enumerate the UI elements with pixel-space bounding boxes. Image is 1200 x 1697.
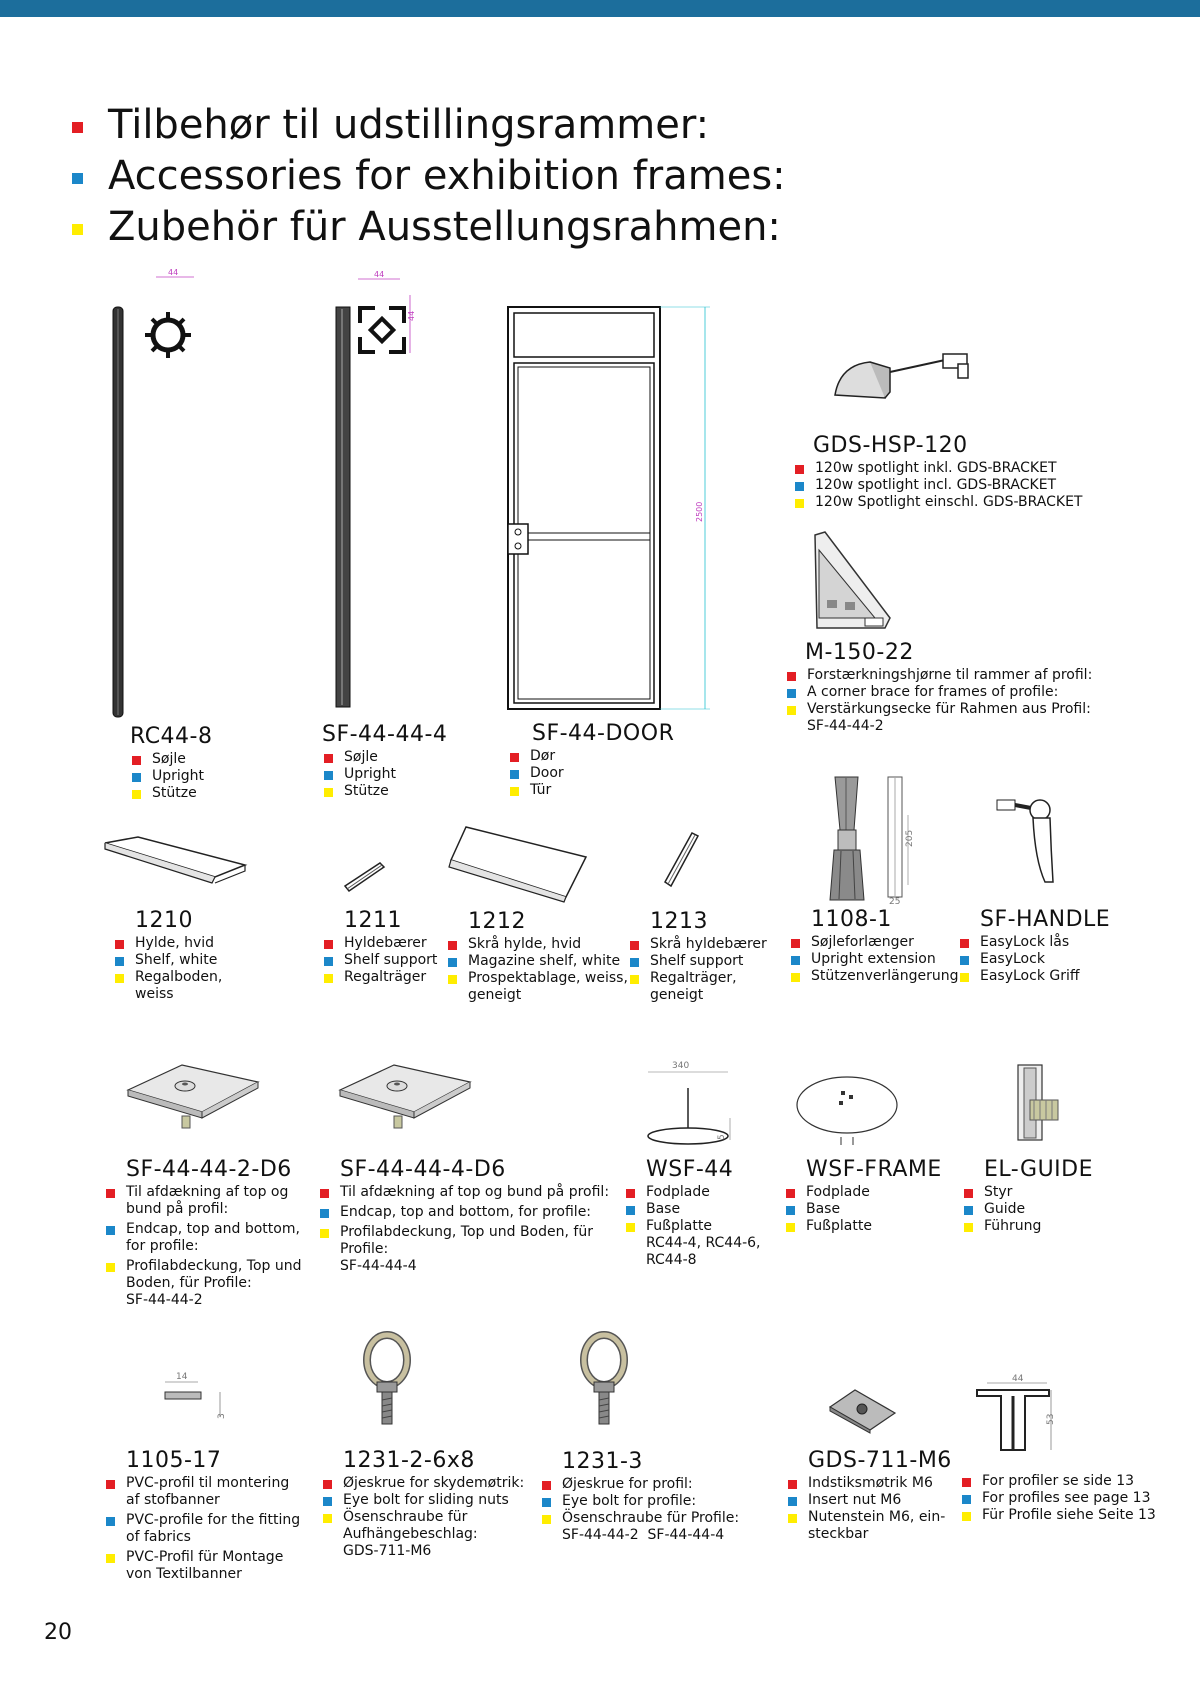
svg-text:44: 44 [1012, 1374, 1024, 1384]
heading-german: Zubehör für Ausstellungsrahmen: [72, 202, 786, 253]
yellow-square-icon [132, 790, 141, 799]
yellow-square-icon [791, 973, 800, 982]
red-square-icon [323, 1480, 332, 1489]
blue-square-icon [786, 1206, 795, 1215]
item-sf-handle: SF-HANDLE EasyLock lås EasyLock EasyLock Griff [958, 907, 1110, 985]
red-square-icon [788, 1480, 797, 1489]
svg-text:53: 53 [1046, 1413, 1056, 1425]
m-150-22-corner-brace-image [805, 530, 895, 635]
blue-square-icon [324, 957, 333, 966]
product-code: SF-44-DOOR [532, 721, 675, 746]
svg-text:44: 44 [374, 270, 385, 279]
page-headings [72, 100, 786, 253]
item-gds-711-m6: GDS-711-M6 Indstiksmøtrik M6 Insert nut M6 Nutenstein M6, ein- steckbar [786, 1448, 952, 1543]
blue-square-icon [106, 1226, 115, 1235]
red-square-icon [960, 939, 969, 948]
yellow-square-icon [787, 706, 796, 715]
product-code: SF-44-44-4-D6 [340, 1157, 506, 1182]
blue-square-icon [960, 956, 969, 965]
svg-text:14: 14 [176, 1372, 188, 1382]
red-square-icon [630, 941, 639, 950]
svg-text:5: 5 [717, 1134, 727, 1140]
el-guide-image [1010, 1060, 1065, 1150]
gds-711-m6-insert-nut-image [825, 1385, 900, 1435]
sf-44-44-4-upright-image [330, 270, 430, 725]
product-code: WSF-44 [646, 1157, 734, 1182]
blue-square-icon [795, 482, 804, 491]
yellow-square-icon [626, 1223, 635, 1232]
item-sf-44-44-4: SF-44-44-4 Søjle Upright Stütze [322, 722, 448, 799]
blue-square-icon [510, 770, 519, 779]
item-1212: 1212 Skrå hylde, hvid Magazine shelf, white Prospektablage, weiss, geneigt [446, 909, 628, 1004]
product-code: SF-HANDLE [980, 907, 1111, 932]
product-code: 1231-2-6x8 [343, 1448, 475, 1473]
yellow-square-icon [630, 975, 639, 984]
yellow-square-icon [960, 973, 969, 982]
red-square-icon [795, 465, 804, 474]
red-square-icon [115, 940, 124, 949]
blue-square-icon [788, 1497, 797, 1506]
blue-square-icon [787, 689, 796, 698]
1105-17-pvc-profile-image [160, 1372, 235, 1422]
wsf-44-base-image [640, 1058, 740, 1148]
yellow-square-icon [795, 499, 804, 508]
product-code: RC44-8 [130, 724, 213, 749]
yellow-square-icon [542, 1515, 551, 1524]
gds-hsp-120-spotlight-image [830, 350, 1000, 410]
blue-square-icon [323, 1497, 332, 1506]
blue-square-icon [630, 958, 639, 967]
blue-square-icon [962, 1495, 971, 1504]
1210-shelf-image [100, 835, 250, 890]
yellow-square-icon [962, 1512, 971, 1521]
svg-text:2500: 2500 [695, 501, 704, 522]
page-number: 20 [44, 1620, 72, 1645]
sf-handle-image [995, 790, 1060, 890]
svg-text:205: 205 [905, 829, 915, 847]
svg-text:44: 44 [407, 310, 416, 321]
red-square-icon [448, 941, 457, 950]
1231-2-6x8-eye-bolt-image [355, 1330, 425, 1430]
yellow-square-icon [510, 787, 519, 796]
item-sf-44-44-2-d6: SF-44-44-2-D6 Til afdækning af top og bund på profil: Endcap, top and bottom, for profile: Profilabdeckung, Top und Boden, für Profile: SF-44-44-2 [104, 1157, 302, 1312]
svg-text:340: 340 [672, 1061, 690, 1071]
item-1213: 1213 Skrå hyldebærer Shelf support Regalträger, geneigt [628, 909, 767, 1004]
blue-square-icon [106, 1517, 115, 1526]
blue-square-icon [964, 1206, 973, 1215]
red-square-icon [106, 1189, 115, 1198]
sf-44-44-4-d6-endcap-image [332, 1060, 477, 1135]
item-sf-44-door: SF-44-DOOR Dør Door Tür [508, 721, 674, 799]
1231-3-eye-bolt-image [572, 1330, 642, 1430]
yellow-square-icon [964, 1223, 973, 1232]
item-rc44-8: RC44-8 Søjle Upright Stütze [130, 724, 213, 801]
red-square-icon [324, 754, 333, 763]
product-code: 1211 [344, 908, 402, 933]
svg-text:3: 3 [217, 1413, 227, 1419]
item-m-150-22: M-150-22 Forstærkningshjørne til rammer af profil: A corner brace for frames of profile: Verstärkungsecke für Rahmen aus Profil: SF-44-44-2 [785, 640, 1092, 735]
profile-cross-section-image [975, 1374, 1056, 1455]
yellow-square-icon [106, 1554, 115, 1563]
svg-text:25: 25 [889, 897, 901, 907]
heading-english: Accessories for exhibition frames: [72, 151, 786, 202]
item-1105-17: 1105-17 PVC-profil til montering af stofbanner PVC-profile for the fitting of fabrics PVC-Profil für Montage von Textilbanner [104, 1448, 300, 1586]
product-code: 1105-17 [126, 1448, 222, 1473]
yellow-square-icon [786, 1223, 795, 1232]
product-code: GDS-711-M6 [808, 1448, 952, 1473]
item-el-guide: EL-GUIDE Styr Guide Führung [962, 1157, 1093, 1235]
item-profiles-reference: For profiler se side 13 For profiles see page 13 Für Profile siehe Seite 13 [960, 1472, 1156, 1524]
product-code: 1231-3 [562, 1449, 643, 1474]
yellow-square-icon [324, 788, 333, 797]
blue-square-icon [626, 1206, 635, 1215]
item-1231-3: 1231-3 Øjeskrue for profil: Eye bolt for profile: Ösenschraube für Profile: SF-44-44-2 SF-44-44-4 [540, 1449, 739, 1544]
yellow-square-icon [320, 1229, 329, 1238]
item-wsf-44: WSF-44 Fodplade Base Fußplatte RC44-4, RC44-6, RC44-8 [624, 1157, 761, 1269]
blue-square-icon [115, 957, 124, 966]
sf-44-44-2-d6-endcap-image [120, 1060, 265, 1135]
svg-text:44: 44 [168, 268, 179, 277]
blue-square-icon [448, 958, 457, 967]
product-code: 1210 [135, 908, 193, 933]
item-1210: 1210 Hylde, hvid Shelf, white Regalboden, weiss [113, 908, 222, 1003]
blue-bullet-icon [72, 173, 83, 184]
red-square-icon [542, 1481, 551, 1490]
blue-square-icon [542, 1498, 551, 1507]
red-square-icon [132, 756, 141, 765]
blue-square-icon [132, 773, 141, 782]
red-square-icon [791, 939, 800, 948]
1108-1-upright-extension-image [800, 775, 920, 905]
product-code: SF-44-44-2-D6 [126, 1157, 292, 1182]
product-code: 1108-1 [811, 907, 892, 932]
product-code: WSF-FRAME [806, 1157, 942, 1182]
red-square-icon [510, 753, 519, 762]
yellow-square-icon [324, 974, 333, 983]
red-square-icon [786, 1189, 795, 1198]
red-square-icon [787, 672, 796, 681]
product-code: SF-44-44-4 [322, 722, 448, 747]
sf-44-door-image [505, 300, 730, 720]
yellow-square-icon [106, 1263, 115, 1272]
red-square-icon [962, 1478, 971, 1487]
1211-shelf-support-image [342, 858, 387, 894]
red-square-icon [324, 940, 333, 949]
yellow-square-icon [115, 974, 124, 983]
wsf-frame-base-image [795, 1075, 905, 1155]
item-gds-hsp-120: GDS-HSP-120 120w spotlight inkl. GDS-BRACKET 120w spotlight incl. GDS-BRACKET 120w Spotlight einschl. GDS-BRACKET [793, 433, 1082, 511]
item-sf-44-44-4-d6: SF-44-44-4-D6 Til afdækning af top og bund på profil: Endcap, top and bottom, for profile: Profilabdeckung, Top und Boden, für Profile: SF-44-44-4 [318, 1157, 609, 1278]
red-square-icon [964, 1189, 973, 1198]
product-code: GDS-HSP-120 [813, 433, 968, 458]
item-1211: 1211 Hyldebærer Shelf support Regalträger [322, 908, 437, 986]
blue-square-icon [320, 1209, 329, 1218]
item-1231-2-6x8: 1231-2-6x8 Øjeskrue for skydemøtrik: Eye bolt for sliding nuts Ösenschraube für Aufhängebeschlag: GDS-711-M6 [321, 1448, 524, 1560]
blue-square-icon [791, 956, 800, 965]
product-code: 1213 [650, 909, 708, 934]
1213-shelf-support-image [662, 830, 702, 890]
red-square-icon [106, 1480, 115, 1489]
yellow-square-icon [448, 975, 457, 984]
product-code: M-150-22 [805, 640, 914, 665]
red-square-icon [320, 1189, 329, 1198]
red-bullet-icon [72, 122, 83, 133]
red-square-icon [626, 1189, 635, 1198]
product-code: 1212 [468, 909, 526, 934]
1212-magazine-shelf-image [446, 822, 596, 902]
item-1108-1: 1108-1 Søjleforlænger Upright extension Stützenverlängerung [789, 907, 958, 985]
yellow-square-icon [323, 1514, 332, 1523]
rc44-8-upright-image [100, 268, 210, 725]
top-color-bar [0, 0, 1200, 17]
blue-square-icon [324, 771, 333, 780]
yellow-square-icon [788, 1514, 797, 1523]
item-wsf-frame: WSF-FRAME Fodplade Base Fußplatte [784, 1157, 942, 1235]
product-code: EL-GUIDE [984, 1157, 1093, 1182]
heading-danish: Tilbehør til udstillingsrammer: [72, 100, 786, 151]
yellow-bullet-icon [72, 224, 83, 235]
